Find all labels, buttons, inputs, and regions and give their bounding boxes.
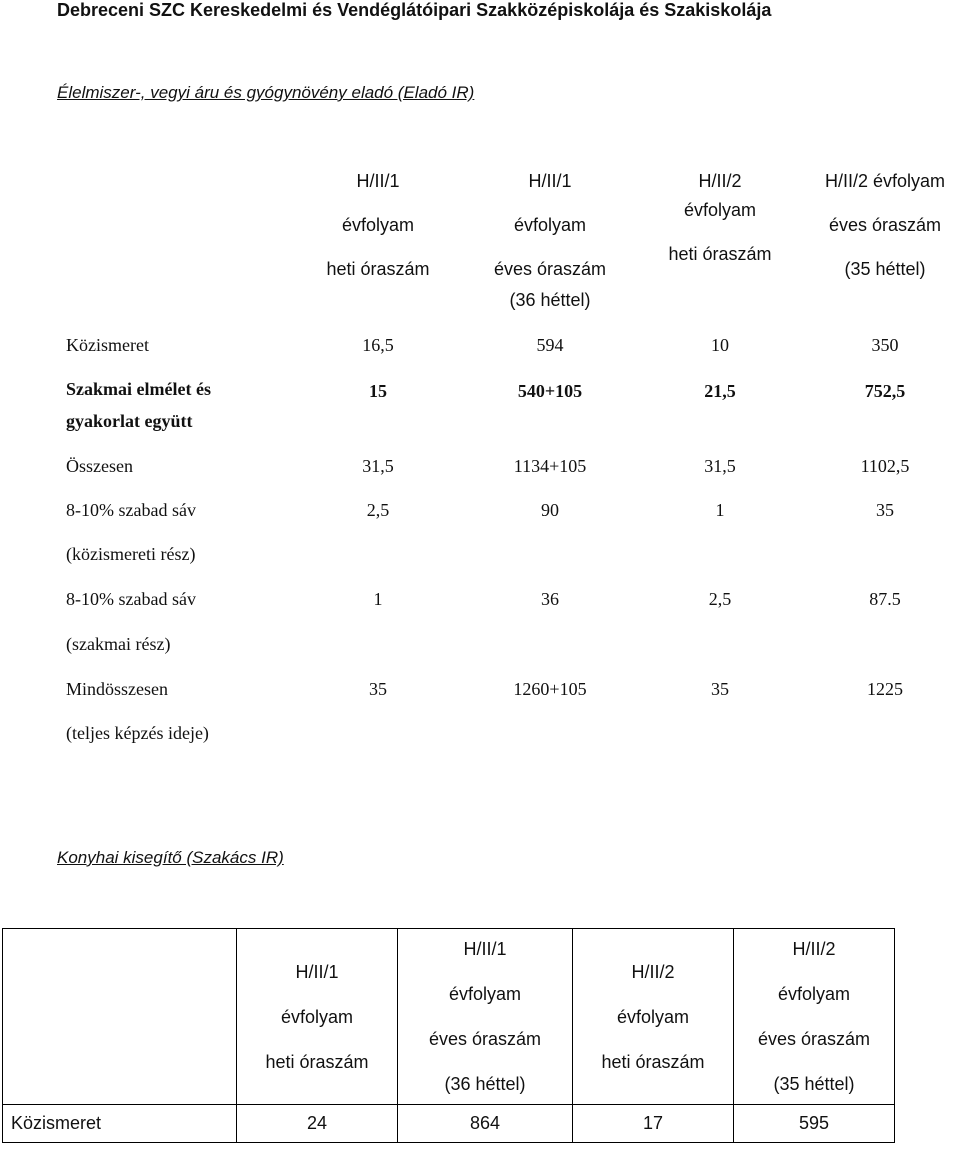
s1-col-header-line: évfolyam xyxy=(683,200,757,220)
cell-value: 10 xyxy=(711,335,729,355)
row-label: 8-10% szabad sáv xyxy=(66,589,196,609)
s1-col-header-line: éves óraszám xyxy=(493,259,607,279)
cell-value: 1134+105 xyxy=(513,456,587,476)
s1-col-header-line: heti óraszám xyxy=(326,259,430,279)
s1-col-header-line: évfolyam xyxy=(513,215,587,235)
row-label: gyakorlat együtt xyxy=(66,411,193,431)
cell-value: 2,5 xyxy=(708,589,732,609)
row-label: (szakmai rész) xyxy=(66,634,171,654)
cell-value: 35 xyxy=(369,679,387,699)
header-line: évfolyam xyxy=(777,984,851,1004)
cell-value: 35 xyxy=(711,679,729,699)
s1-col-header xyxy=(800,170,960,280)
header-line: H/II/2 xyxy=(631,961,675,982)
cell-value: 35 xyxy=(876,500,894,520)
cell-value: 24 xyxy=(237,1105,398,1143)
row-label: Szakmai elmélet és xyxy=(66,379,211,399)
s1-col-header-line: (36 héttel) xyxy=(509,290,591,310)
header-line: heti óraszám xyxy=(265,1051,369,1072)
s1-col-header-line: H/II/1 xyxy=(356,171,400,191)
row-label: Közismeret xyxy=(3,1105,237,1143)
cell-value: 594 xyxy=(536,335,564,355)
s1-col-header-line: H/II/2 xyxy=(698,171,742,191)
school-header: Debreceni SZC Kereskedelmi és Vendéglátóipari Szakközépiskolája és Szakiskolája xyxy=(57,0,772,20)
section1-title: Élelmiszer-, vegyi áru és gyógynövény eladó (Eladó IR) xyxy=(57,83,475,102)
row-label: Mindösszesen xyxy=(66,679,168,699)
row-label: (teljes képzés ideje) xyxy=(66,723,209,743)
cell-value: 16,5 xyxy=(362,335,394,355)
cell-value: 21,5 xyxy=(704,381,736,401)
s1-col-header-line: H/II/2 évfolyam xyxy=(824,171,946,191)
s1-col-header-line: H/II/1 xyxy=(528,171,572,191)
cell-value: 350 xyxy=(871,335,899,355)
table-corner-cell xyxy=(3,929,237,1105)
header-line: évfolyam xyxy=(616,1006,690,1027)
cell-value: 595 xyxy=(734,1105,895,1143)
cell-value: 15 xyxy=(369,381,387,401)
cell-value: 1 xyxy=(715,500,725,520)
row-label: Összesen xyxy=(66,456,133,476)
cell-value: 17 xyxy=(573,1105,734,1143)
s1-col-header xyxy=(480,170,620,311)
cell-value: 1 xyxy=(373,589,383,609)
header-line: éves óraszám xyxy=(428,1029,542,1049)
s1-col-header-line: éves óraszám xyxy=(828,215,942,235)
header-line: H/II/1 xyxy=(463,939,507,959)
cell-value: 31,5 xyxy=(704,456,736,476)
cell-value: 752,5 xyxy=(864,381,906,401)
header-line: évfolyam xyxy=(280,1006,354,1027)
table-header-cell xyxy=(398,929,573,1105)
cell-value: 540+105 xyxy=(517,381,583,401)
cell-value: 1260+105 xyxy=(513,679,587,699)
section2-table xyxy=(2,928,895,1143)
s1-col-header-line: (35 héttel) xyxy=(844,259,926,279)
s1-col-header-line: heti óraszám xyxy=(668,244,772,264)
table-header-cell xyxy=(734,929,895,1105)
row-label: Közismeret xyxy=(66,335,149,355)
header-line: H/II/1 xyxy=(295,961,339,982)
cell-value: 1102,5 xyxy=(860,456,910,476)
table-header-cell xyxy=(573,929,734,1105)
header-line: (36 héttel) xyxy=(444,1074,526,1094)
cell-value: 864 xyxy=(398,1105,573,1143)
header-line: (35 héttel) xyxy=(773,1074,855,1094)
row-label: 8-10% szabad sáv xyxy=(66,500,196,520)
table-header-cell xyxy=(237,929,398,1105)
cell-value: 1225 xyxy=(867,679,903,699)
header-line: éves óraszám xyxy=(757,1029,871,1049)
cell-value: 2,5 xyxy=(366,500,390,520)
s1-col-header xyxy=(308,170,448,280)
header-line: H/II/2 xyxy=(792,939,836,959)
cell-value: 87.5 xyxy=(869,589,901,609)
cell-value: 36 xyxy=(541,589,559,609)
row-label: (közismereti rész) xyxy=(66,544,196,564)
section2-title: Konyhai kisegítő (Szakács IR) xyxy=(57,848,284,867)
table-row xyxy=(3,1105,895,1143)
table-header-row xyxy=(3,929,895,1105)
cell-value: 90 xyxy=(541,500,559,520)
s1-col-header xyxy=(650,170,790,265)
s1-col-header-line: évfolyam xyxy=(341,215,415,235)
cell-value: 31,5 xyxy=(362,456,394,476)
header-line: évfolyam xyxy=(448,984,522,1004)
header-line: heti óraszám xyxy=(601,1051,705,1072)
